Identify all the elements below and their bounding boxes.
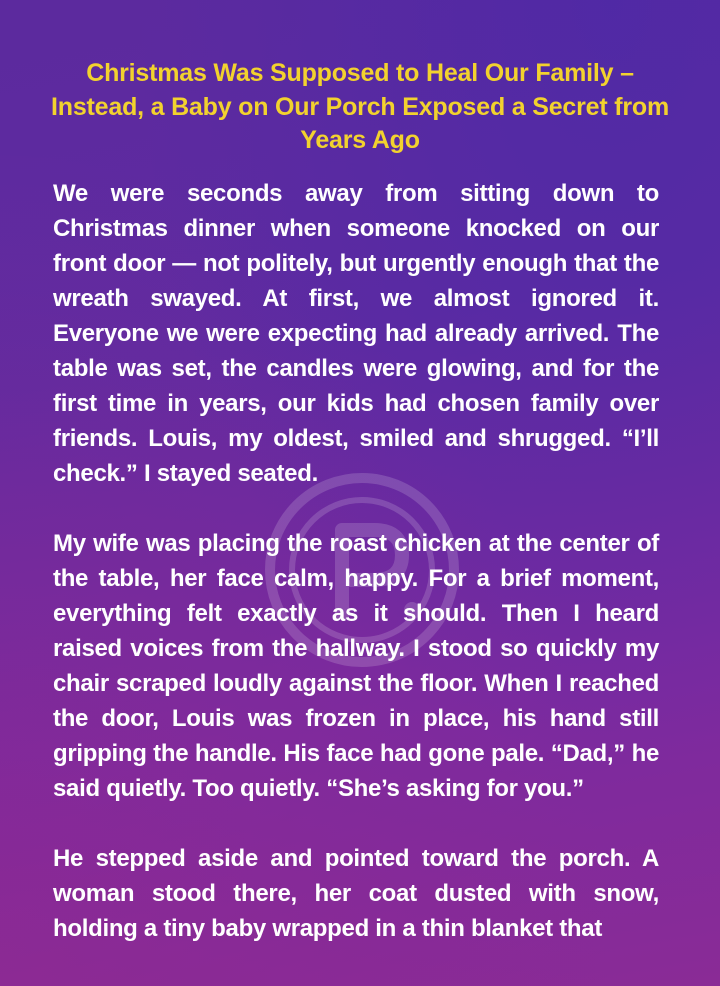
story-paragraph: He stepped aside and pointed toward the porch. A woman stood there, her coat dusted with snow, holding a tiny baby wrapped in a thin blanket that — [53, 845, 659, 942]
story-body — [53, 176, 659, 981]
story-paragraph: My wife was placing the roast chicken at the center of the table, her face calm, happy. For a brief moment, everything felt exactly as it should. Then I heard raised voices from the hallway. I stood so quickly my chair scraped loudly against the floor. When I reached the door, Louis was frozen in place, his hand still gripping the handle. His face had gone pale. “Dad,” he said quietly. Too quietly. “She’s asking for you.” — [53, 530, 659, 802]
story-paragraph: We were seconds away from sitting down to Christmas dinner when someone knocked on our front door — not politely, but urgently enough that the wreath swayed. At first, we almost ignored it. Everyone we were expecting had already arrived. The table was set, the candles were glowing, and for the first time in years, our kids had chosen family over friends. Louis, my oldest, smiled and shrugged. “I’ll check.” I stayed seated. — [53, 180, 659, 487]
story-title: Christmas Was Supposed to Heal Our Family – Instead, a Baby on Our Porch Exposed a Secret from Years Ago — [51, 59, 669, 154]
